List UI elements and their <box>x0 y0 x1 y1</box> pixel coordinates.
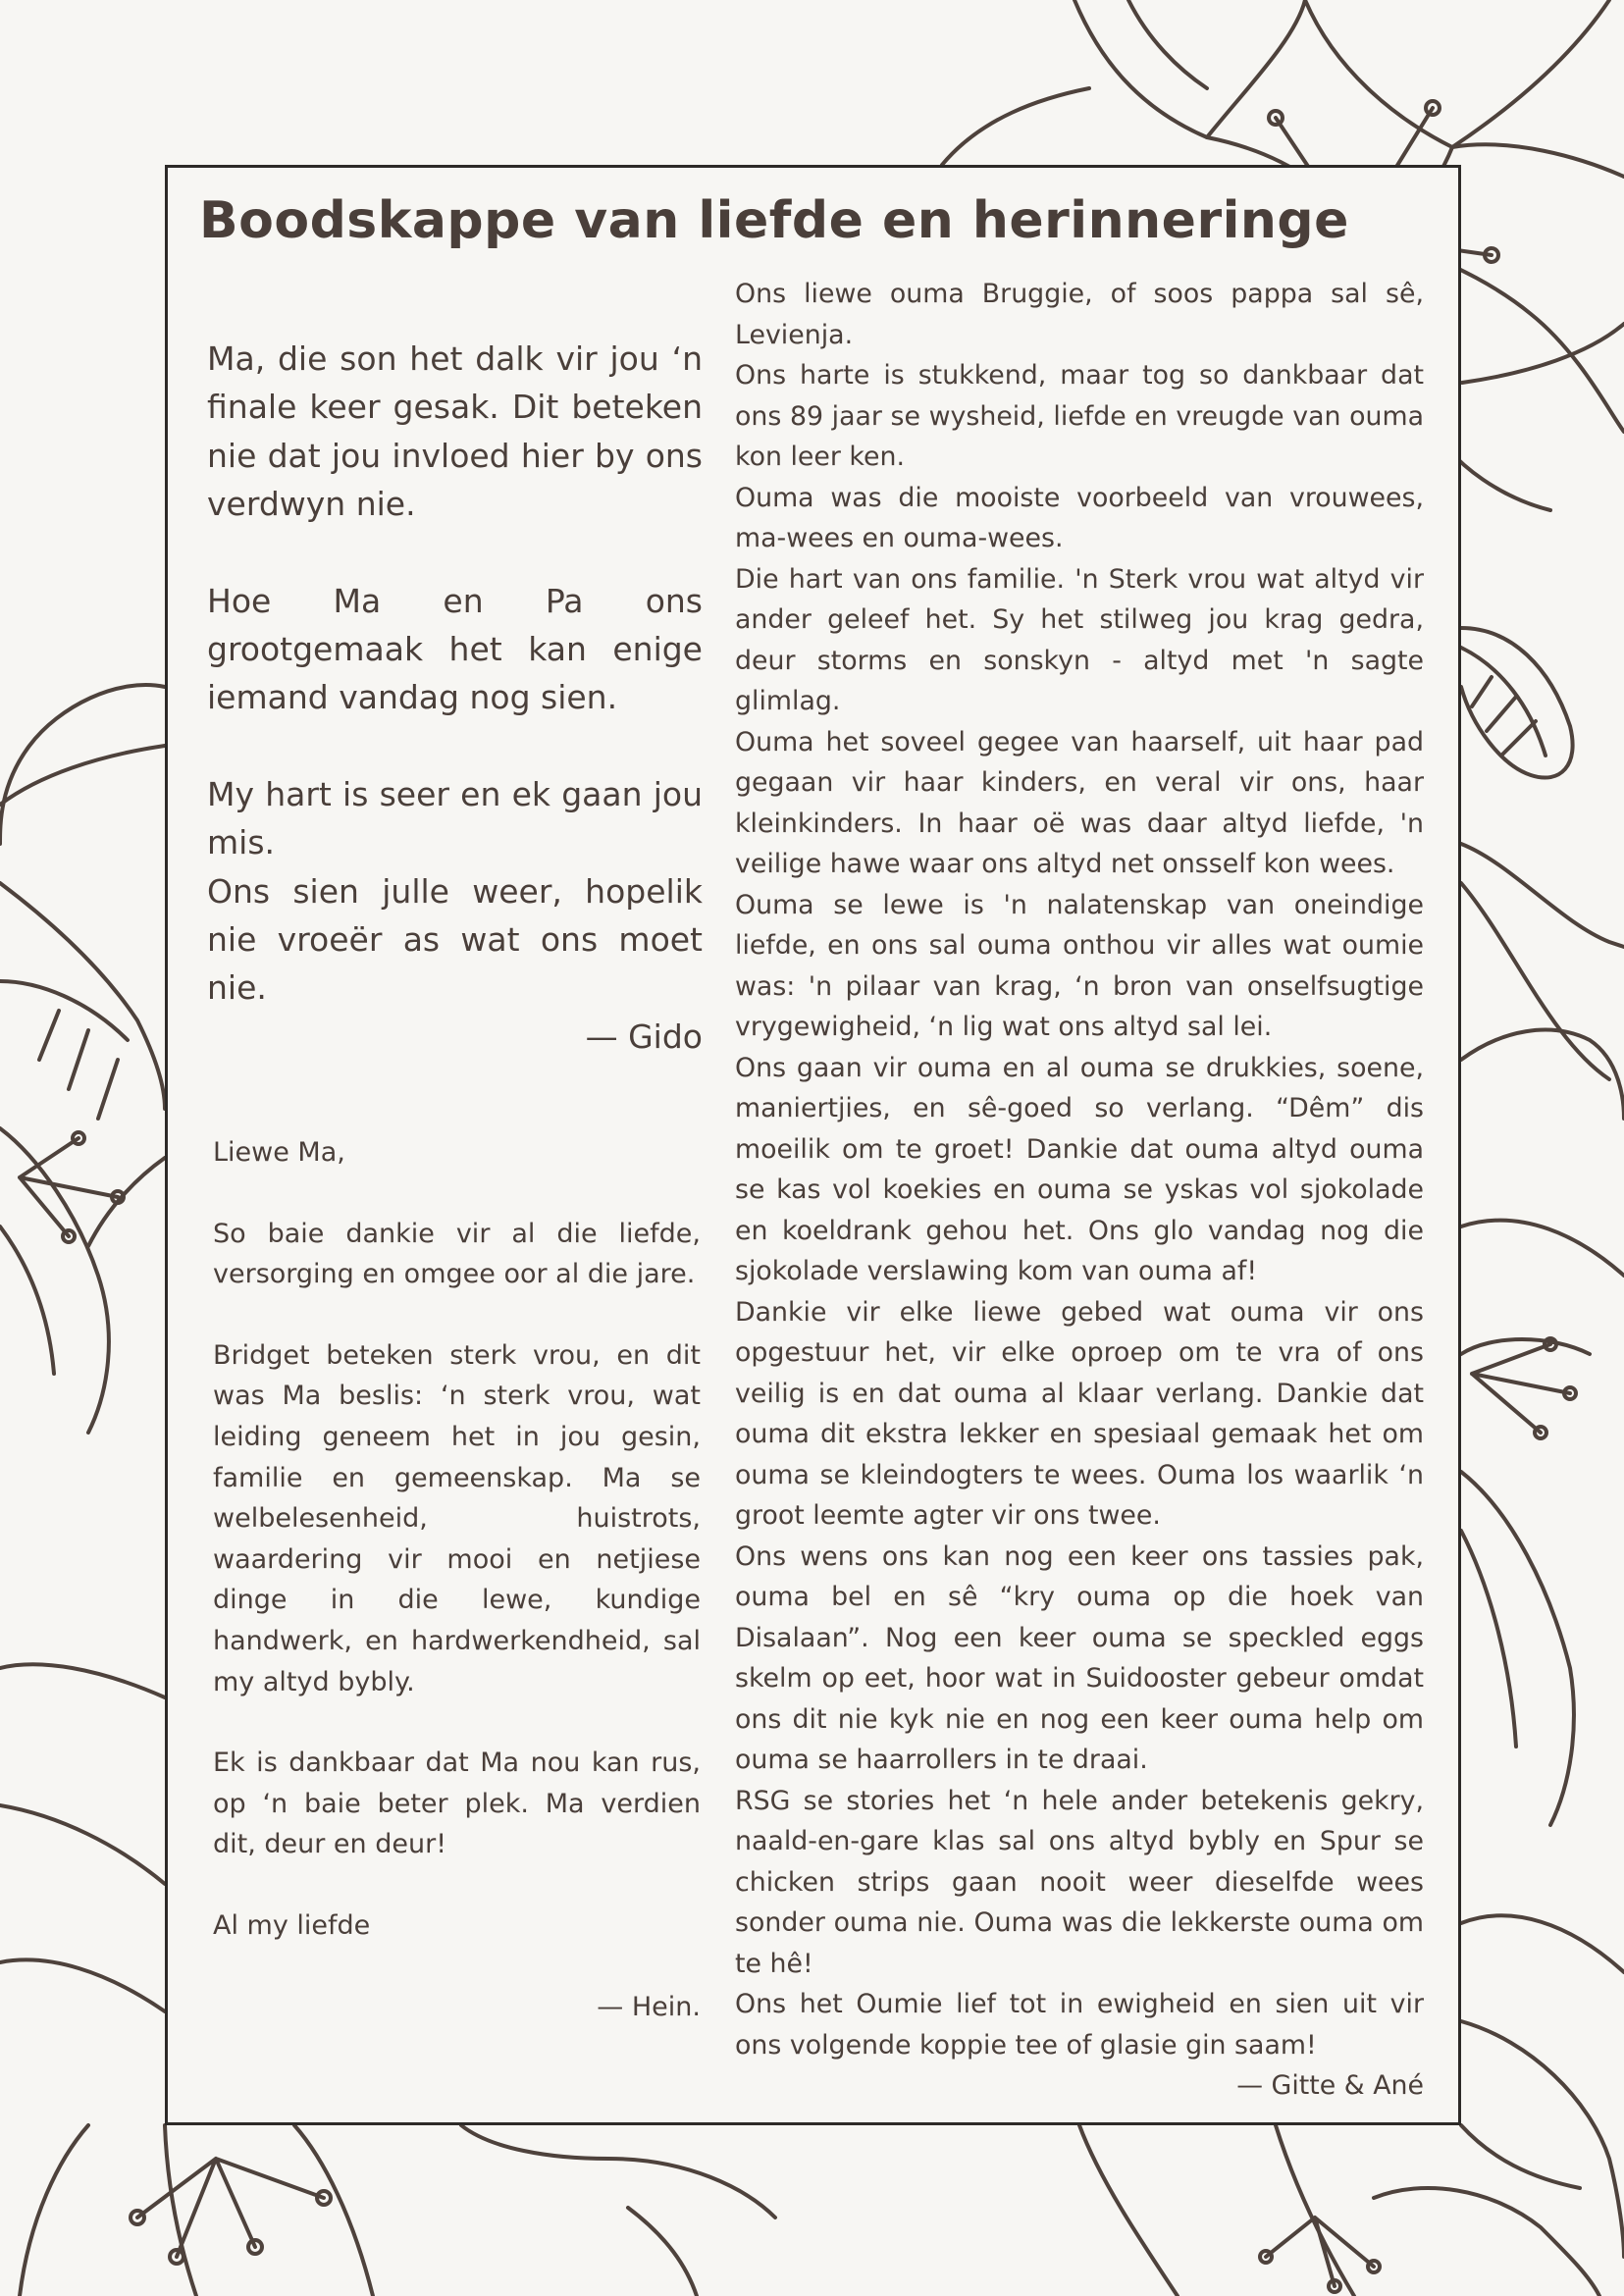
gitte-ane-paragraph: Ons het Oumie lief tot in ewigheid en sien uit vir ons volgende koppie tee of glasie gin saam! <box>735 1989 1424 2061</box>
gido-signature: — Gido <box>585 1017 703 1056</box>
flower-left-middle <box>0 685 165 1433</box>
gitte-ane-paragraph: Ons liewe ouma Bruggie, of soos pappa sal sê, Levienja. <box>735 279 1424 350</box>
hein-paragraph: Ek is dankbaar dat Ma nou kan rus, op ‘n baie beter plek. Ma verdien dit, deur en deur! <box>213 1748 701 1860</box>
gitte-ane-paragraph: Ouma was die mooiste voorbeeld van vrouwees, ma-wees en ouma-wees. <box>735 482 1424 553</box>
message-gido <box>207 335 703 1061</box>
gido-paragraph: My hart is seer en ek gaan jou mis. <box>207 774 703 862</box>
gitte-ane-paragraph: Die hart van ons familie. 'n Sterk vrou wat altyd vir ander geleef het. Sy het stilweg jou krag gedra, deur storms en sonskyn - altyd met 'n sagte glimlag. <box>735 563 1424 716</box>
message-hein <box>213 1132 701 2027</box>
gitte-ane-signature: — Gitte & Ané <box>1236 2070 1424 2101</box>
leaves-right <box>1461 628 1624 1079</box>
message-gitte-ane <box>735 274 1424 2107</box>
hein-signature: — Hein. <box>597 1991 701 2022</box>
gitte-ane-paragraph: Ons wens ons kan nog een keer ons tassies pak, ouma bel en sê “kry ouma op die hoek van Disalaan”. Nog een keer ouma se speckled eggs skelm op eet, hoor wat in Suidooster gebeur omdat ons dit nie kyk nie en nog een keer ouma help om ouma se haarrollers in te draai. <box>735 1540 1424 1775</box>
tribute-panel <box>165 165 1461 2125</box>
gido-paragraph: Ons sien julle weer, hopelik nie vroeër as wat ons moet nie. <box>207 871 703 1008</box>
flower-bottom-right <box>1079 2125 1599 2296</box>
gido-paragraph: Hoe Ma en Pa ons grootgemaak het kan enige iemand vandag nog sien. <box>207 581 703 717</box>
gitte-ane-paragraph: Dankie vir elke liewe gebed wat ouma vir ons opgestuur het, vir elke oproep om te vra of ons veilig is en dat ouma al klaar verlang. Dankie dat ouma dit ekstra lekker en spesiaal gemaak het om ouma se kleindogters te wees. Ouma los waarlik ‘n groot leemte agter vir ons twee. <box>735 1296 1424 1531</box>
gitte-ane-paragraph: Ons harte is stukkend, maar tog so dankbaar dat ons 89 jaar se wysheid, liefde en vreugde van ouma kon leer ken. <box>735 360 1424 472</box>
hein-greeting: Liewe Ma, <box>213 1137 345 1168</box>
hein-paragraph: So baie dankie vir al die liefde, versorging en omgee oor al die jare. <box>213 1218 701 1290</box>
gido-paragraph: Ma, die son het dalk vir jou ‘n finale keer gesak. Dit beteken nie dat jou invloed hier by ons verdwyn nie. <box>207 339 703 524</box>
gitte-ane-paragraph: RSG se stories het ‘n hele ander betekenis gekry, naald-en-gare klas sal ons altyd bybly en Spur se chicken strips gaan nooit weer dieselfde wees sonder ouma nie. Ouma was die lekkerste ouma om te hê! <box>735 1785 1424 1979</box>
gitte-ane-paragraph: Ouma het soveel gegee van haarself, uit haar pad gegaan vir haar kinders, en veral vir ons, haar kleinkinders. In haar oë was daar altyd liefde, 'n veilige hawe waar ons altyd net onsself kon wees. <box>735 726 1424 879</box>
flower-right-middle <box>1461 1030 1624 2257</box>
gitte-ane-paragraph: Ons gaan vir ouma en al ouma se drukkies, soene, maniertjies, en sê-goed so verlang. “Dêm” dis moeilik om te groet! Dankie dat ouma altyd ouma se kas vol koekies en ouma se yskas vol sjokolade en koeldrank gehou het. Ons glo vandag nog die sjokolade verslawing kom van ouma af! <box>735 1052 1424 1286</box>
page-title: Boodskappe van liefde en herinneringe <box>199 191 1349 250</box>
gitte-ane-paragraph: Ouma se lewe is 'n nalatenskap van oneindige liefde, en ons sal ouma onthou vir alles wat oumie was: 'n pilaar van krag, ‘n bron van onselfsugtige vrygewigheid, ‘n lig wat ons altyd sal lei. <box>735 889 1424 1042</box>
hein-paragraph: Bridget beteken sterk vrou, en dit was Ma beslis: ‘n sterk vrou, wat leiding geneem het in jou gesin, familie en gemeenskap. Ma se welbelesenheid, huistrots, waardering vir mooi en netjiese dinge in die lewe, kundige handwerk, en hardwerkendheid, sal my altyd bybly. <box>213 1339 701 1697</box>
hein-paragraph: Al my liefde <box>213 1909 371 1941</box>
